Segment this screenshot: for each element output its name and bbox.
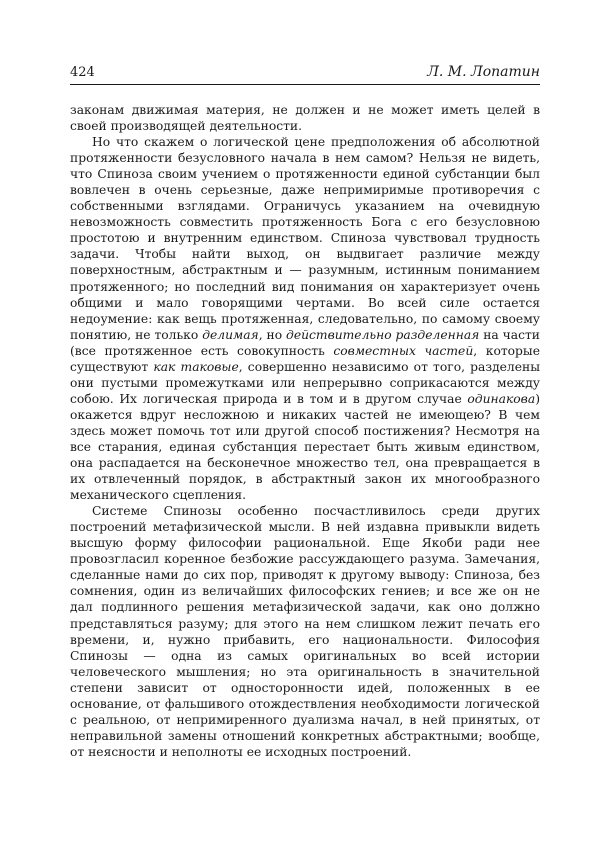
running-header xyxy=(70,64,540,85)
paragraph xyxy=(70,102,540,134)
paragraph xyxy=(70,503,540,760)
text-run: , которые существуют xyxy=(70,343,540,374)
text-run: законам движимая материя, не должен и не может иметь целей в своей производящей деятельности. xyxy=(70,103,540,134)
book-page xyxy=(70,64,540,760)
italic-run: как таковые xyxy=(153,359,239,374)
italic-run: совместных частей xyxy=(333,343,474,358)
paragraph xyxy=(70,134,540,503)
text-run: Системе Спинозы особенно посчастливилось среди других построений метафизической мысли. В ней издавна привыкли видеть высшую форму философии рациональной. Еще Якоби ради нее провозгласил коренное безбожие рассуждающего разума. Замечания, сделанные нами до сих пор, приводят к другому выводу: Спиноза, без сомнения, один из величайших философских гениев; и все же он не дал подлинного решения метафизической задачи, как оно должно представляться разуму; для этого на нем слишком лежит печать его времени, и, нужно прибавить, его национальности. Философия Спинозы — одна из самых оригинальных во всей истории человеческого мышления; но эта оригинальность в значительной степени зависит от односторонности идей, положенных в ее основание, от фальшивого отождествления необходимости логической с реальною, от непримиренного дуализма начал, в ней принятых, от неправильной замены отношений конкретных абстрактными; вообще, от неясности и неполноты ее исходных построений. xyxy=(70,504,540,759)
text-run: ) окажется вдруг несложною и никаких частей не имеющею? В чем здесь может помочь тот или другой способ постижения? Несмотря на все старания, единая субстанция перестает быть живым единством, она распадается на бесконечное множество тел, она превращается в их отвлеченный порядок, в абстрактный закон их многообразного механического сцепления. xyxy=(70,391,540,503)
italic-run: делимая xyxy=(202,327,259,342)
text-run: на части (все протяженное есть совокупность xyxy=(70,327,541,358)
page-number: 424 xyxy=(70,65,95,80)
italic-run: действительно разделенная xyxy=(286,327,480,342)
text-run: Но что скажем о логической цене предположения об абсолютной протяженности безусловного начала в нем самом? Нельзя не видеть, что Спиноза своим учением о протяженности единой субстанции был вовлечен в очень серьезные, даже непримиримые противоречия с собственными взглядами. Ограничусь указанием на очевидную невозможность совместить протяженность Бога с его безусловною простотою и внутренним единством. Спиноза чувствовал трудность задачи. Чтобы найти выход, он выдвигает различие между поверхностным, абстрактным и — разумным, истинным пониманием протяженного; но последний вид понимания он характеризует очень общими и мало говорящими чертами. Во всей силе остается недоумение: как вещь протяженная, следовательно, по самому своему понятию, не только xyxy=(70,135,540,342)
body-text xyxy=(70,102,540,760)
text-run: , совершенно независимо от того, разделены они пустыми промежутками или непрерывно соприкасаются между собою. Их логическая природа и в том и в другом случае xyxy=(70,359,540,406)
text-run: , но xyxy=(258,327,287,342)
italic-run: одинакова xyxy=(467,391,536,406)
running-head-author: Л. М. Лопатин xyxy=(427,64,540,80)
